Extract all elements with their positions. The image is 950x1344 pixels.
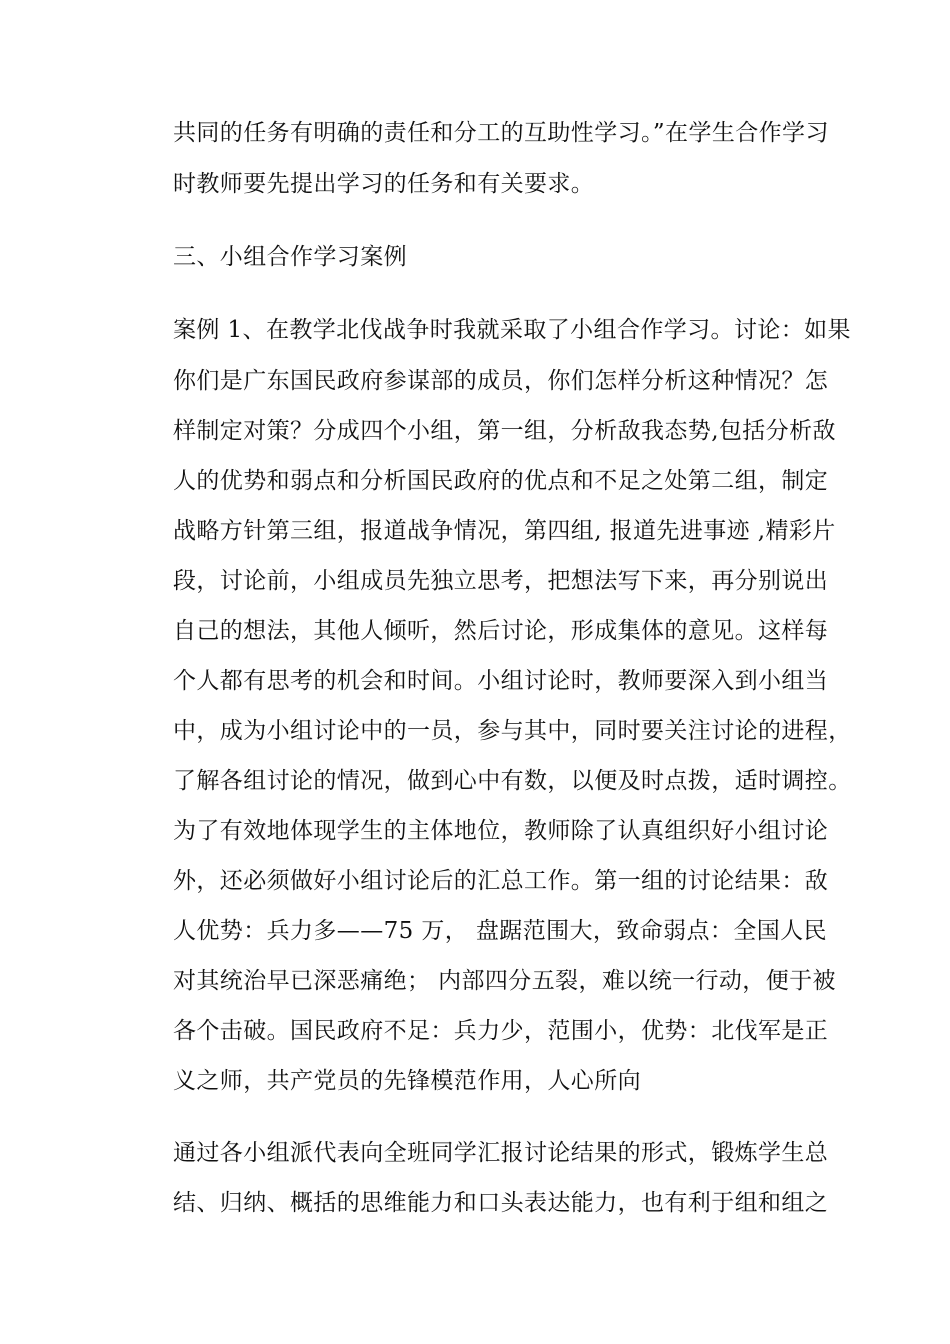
text-line: 义之师，共产党员的先锋模范作用，人心所向	[173, 1068, 641, 1094]
text-line: 时教师要先提出学习的任务和有关要求。	[173, 171, 595, 197]
text-line: 你们是广东国民政府参谋部的成员，你们怎样分析这种情况？怎	[173, 368, 829, 394]
text-line: 段，讨论前，小组成员先独立思考，把想法写下来，再分别说出	[173, 568, 829, 594]
text-line: 中，成为小组讨论中的一员，参与其中，同时要关注讨论的进程，	[173, 718, 852, 744]
text-line: 外，还必须做好小组讨论后的汇总工作。第一组的讨论结果：敌	[173, 868, 829, 894]
text-line: 人优势：兵力多——75 万， 盘踞范围大，致命弱点：全国人民	[173, 918, 827, 944]
text-line: 人的优势和弱点和分析国民政府的优点和不足之处第二组，制定	[173, 468, 829, 494]
section-heading: 三、小组合作学习案例	[173, 244, 407, 270]
text-line: 通过各小组派代表向全班同学汇报讨论结果的形式，锻炼学生总	[173, 1140, 829, 1166]
text-line: 各个击破。国民政府不足：兵力少，范围小，优势：北伐军是正	[173, 1018, 829, 1044]
text-line: 个人都有思考的机会和时间。小组讨论时，教师要深入到小组当	[173, 668, 829, 694]
text-line: 案例 1、在教学北伐战争时我就采取了小组合作学习。讨论：如果	[173, 317, 851, 343]
text-line: 了解各组讨论的情况，做到心中有数，以便及时点拨，适时调控。	[173, 768, 852, 794]
text-line: 对其统治早已深恶痛绝； 内部四分五裂，难以统一行动，便于被	[173, 968, 836, 994]
text-line: 自己的想法，其他人倾听，然后讨论，形成集体的意见。这样每	[173, 618, 829, 644]
text-line: 结、归纳、概括的思维能力和口头表达能力，也有利于组和组之	[173, 1190, 829, 1216]
text-line: 共同的任务有明确的责任和分工的互助性学习。”在学生合作学习	[173, 120, 829, 146]
text-line: 样制定对策？分成四个小组，第一组，分析敌我态势,包括分析敌	[173, 418, 836, 444]
text-line: 战略方针第三组，报道战争情况，第四组, 报道先进事迹 ,精彩片	[173, 518, 836, 544]
text-line: 为了有效地体现学生的主体地位，教师除了认真组织好小组讨论	[173, 818, 829, 844]
